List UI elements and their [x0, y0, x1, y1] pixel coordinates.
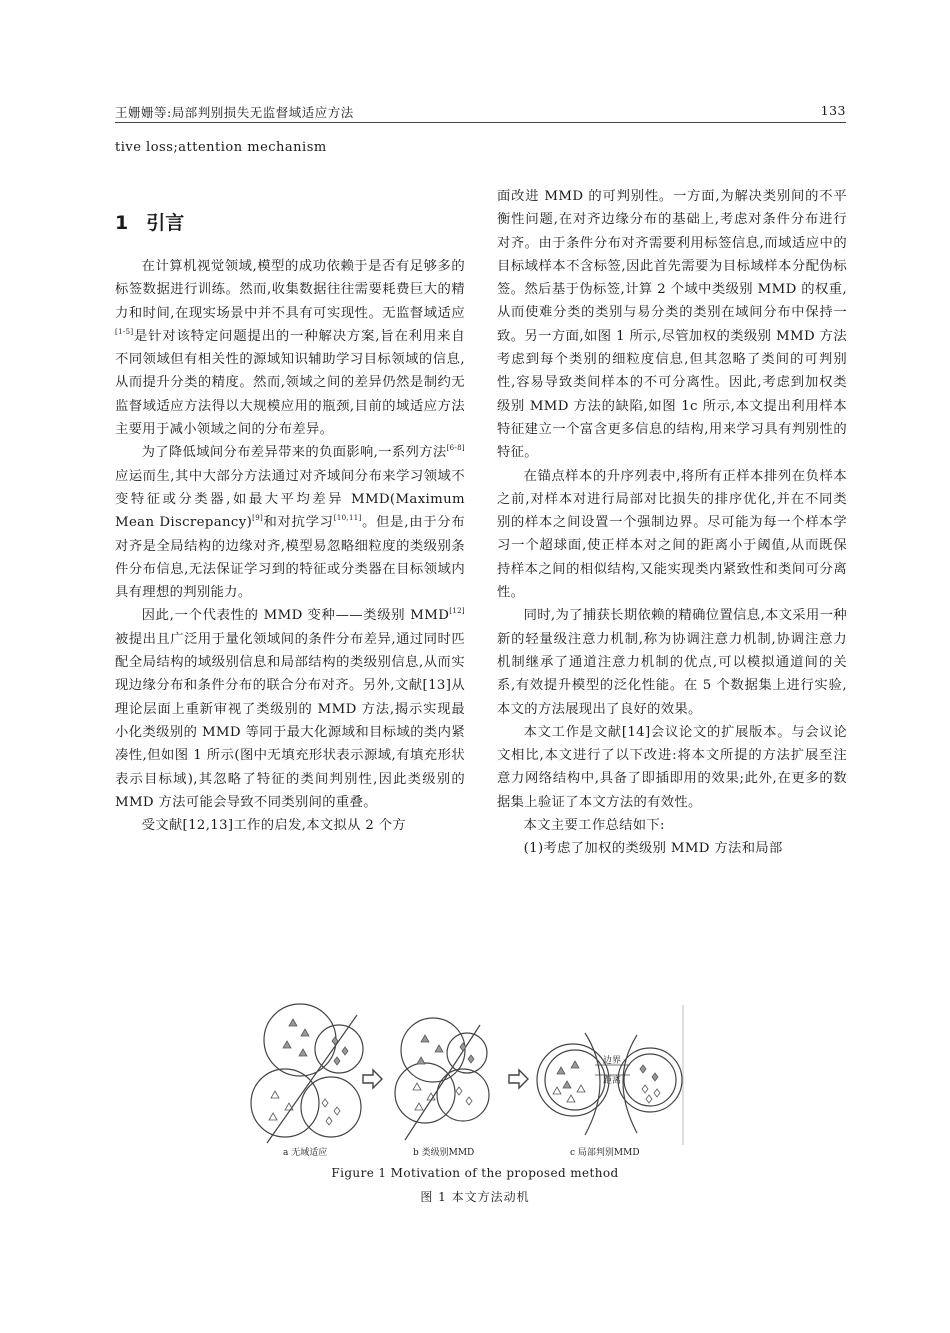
section-heading	[115, 208, 184, 235]
arrow-icon	[363, 1070, 382, 1088]
figure-1-diagram	[245, 995, 690, 1160]
figure-1	[245, 995, 690, 1160]
distance-label: 距离	[603, 1076, 622, 1086]
panel-label-b: b 类级别MMD	[413, 1148, 475, 1158]
panel-label-c: c 局部判别MMD	[570, 1148, 640, 1158]
section-number: 1	[115, 212, 129, 234]
left-column	[115, 255, 465, 837]
panel-a	[251, 1004, 363, 1143]
running-title: 王姗姗等:局部判别损失无监督域适应方法	[115, 105, 354, 120]
paragraph: 面改进 MMD 的可判别性。一方面,为解决类别间的不平衡性问题,在对齐边缘分布的基础上,考虑对条件分布进行对齐。由于条件分布对齐需要利用标签信息,而域适应中的目标域样本不含标签,因此首先需要为目标域样本分配伪标签。然后基于伪标签,计算 2 个域中类级别 MMD 的权重,从而使难分类的类别与易分类的类别在域间分布中保持一致。另一方面,如图 1 所示,尽管加权的类级别 MMD 方法考虑到每个类别的细粒度信息,但其忽略了类间的可判别性,容易导致类间样本的不可分离性。因此,考虑到加权类级别 MMD 方法的缺陷,如图 1c 所示,本文提出利用样本特征建立一个富含更多信息的结构,用来学习具有判别性的特征。	[497, 189, 847, 461]
running-header	[115, 100, 846, 123]
paragraph: 在计算机视觉领域,模型的成功依赖于是否有足够多的标签数据进行训练。然而,收集数据往往需要耗费巨大的精力和时间,在现实场景中并不具有可实现性。无监督域适应[1-5]是针对该特定问题提出的一种解决方案,旨在利用来自不同领域但有相关性的源域知识辅助学习目标领域的信息,从而提升分类的精度。然而,领域之间的差异仍然是制约无监督域适应方法得以大规模应用的瓶颈,目前的域适应方法主要用于减小领域之间的分布差异。	[115, 259, 465, 438]
panel-c	[537, 1005, 683, 1145]
carryover-keywords: tive loss;attention mechanism	[115, 140, 327, 155]
paragraph: 因此,一个代表性的 MMD 变种——类级别 MMD[12]被提出且广泛用于量化领域间的条件分布差异,通过同时匹配全局结构的域级别信息和局部结构的类级别信息,从而实现边缘分布和条件分布的联合分布对齐。另外,文献[13]从理论层面上重新审视了类级别的 MMD 方法,揭示实现最小化类级别的 MMD 等同于最大化源域和目标域的类内紧凑性,但如图 1 所示(图中无填充形状表示源域,有填充形状表示目标域),其忽略了特征的类间判别性,因此类级别的 MMD 方法可能会导致不同类别间的重叠。	[115, 607, 465, 810]
page-number: 133	[820, 103, 846, 118]
citation: [9]	[252, 514, 264, 523]
section-title: 引言	[146, 212, 185, 234]
citation: [6-8]	[446, 444, 465, 453]
arrow-icon	[509, 1070, 528, 1088]
citation: [12]	[449, 607, 465, 616]
citation: [1-5]	[115, 327, 134, 336]
right-column	[497, 185, 847, 861]
paragraph: 本文工作是文献[14]会议论文的扩展版本。与会议论文相比,本文进行了以下改进:将本文所提的方法扩展至注意力网络结构中,具备了即插即用的效果;此外,在更多的数据集上验证了本文方法的有效性。	[497, 724, 847, 810]
paragraph: 在锚点样本的升序列表中,将所有正样本排列在负样本之前,对样本对进行局部对比损失的排序优化,并在不同类别的样本之间设置一个强制边界。尽可能为每一个样本学习一个超球面,使正样本对之间的距离小于阈值,从而既保持样本之间的相似结构,又能实现类内紧致性和类间可分离性。	[497, 468, 847, 601]
boundary-label: 边界	[603, 1056, 622, 1066]
paragraph: 本文主要工作总结如下:	[523, 818, 665, 834]
citation: [10,11]	[333, 514, 362, 523]
paragraph: 同时,为了捕获长期依赖的精确位置信息,本文采用一种新的轻量级注意力机制,称为协调注意力机制,协调注意力机制继承了通道注意力机制的优点,可以模拟通道间的关系,有效提升模型的泛化性能。在 5 个数据集上进行实验,本文的方法展现出了良好的效果。	[497, 608, 847, 717]
panel-b	[395, 1018, 489, 1140]
figure-caption-en: Figure 1 Motivation of the proposed method	[331, 1166, 619, 1180]
paragraph: 为了降低域间分布差异带来的负面影响,一系列方法[6-8]应运而生,其中大部分方法通过对齐域间分布来学习领域不变特征或分类器,如最大平均差异 MMD(Maximum Mean Discrepancy)[9]和对抗学习[10,11]。但是,由于分布对齐是全局结构的边缘对齐,模型易忽略细粒度的类级别条件分布信息,无法保证学习到的特征或分类器在目标领域内具有理想的判别能力。	[115, 444, 466, 601]
figure-caption-zh: 图 1 本文方法动机	[420, 1190, 530, 1204]
paragraph: (1)考虑了加权的类级别 MMD 方法和局部	[523, 841, 783, 857]
paragraph: 受文献[12,13]工作的启发,本文拟从 2 个方	[141, 818, 407, 834]
panel-label-a: a 无域适应	[283, 1148, 328, 1158]
